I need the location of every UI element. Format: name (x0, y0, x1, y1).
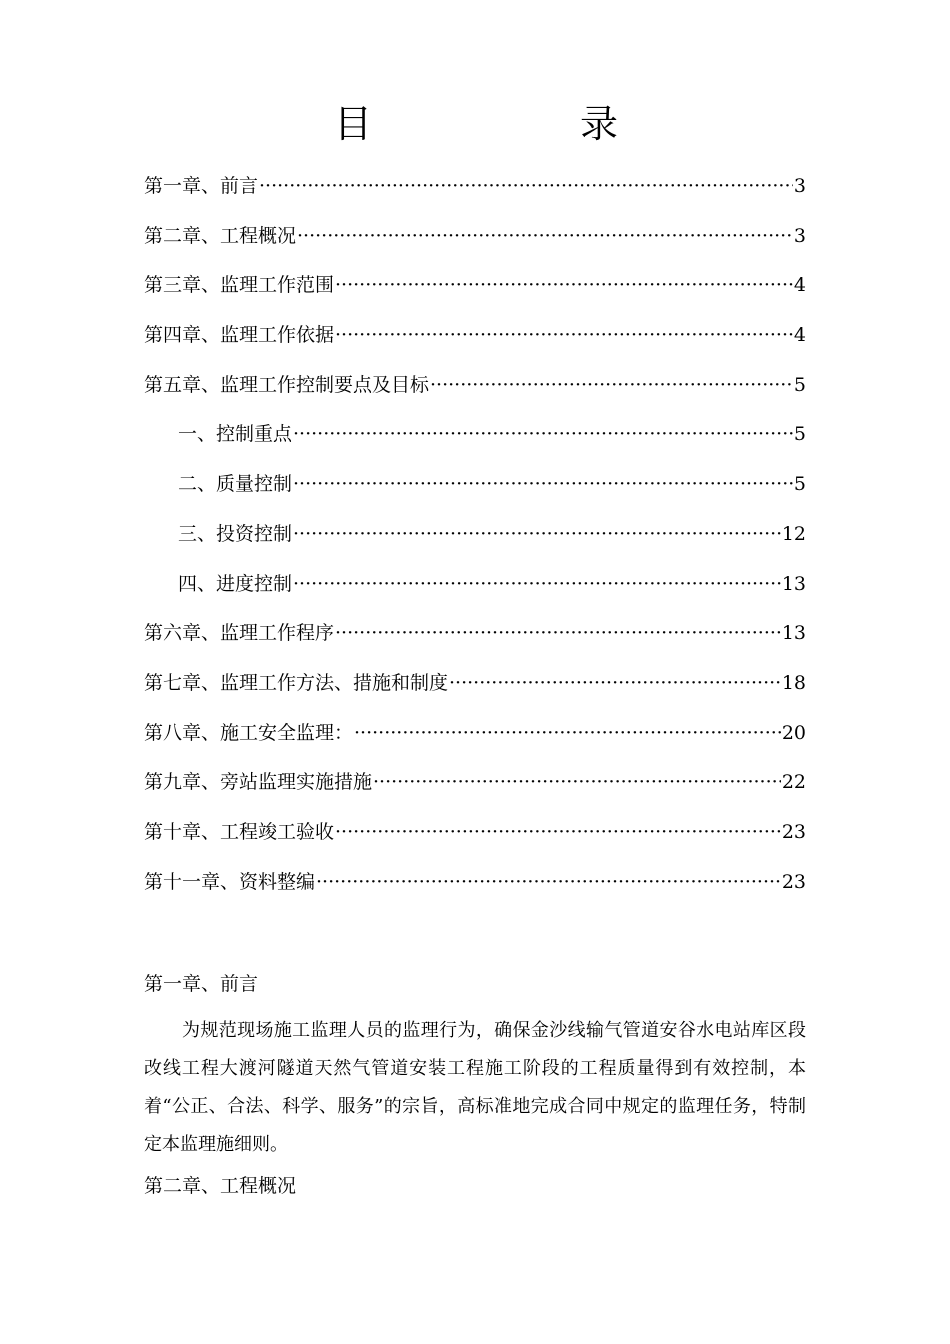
toc-entry-label: 第三章、监理工作范围 (144, 274, 335, 297)
toc-entry-page-number: 12 (781, 522, 806, 545)
toc-entry[interactable] (144, 414, 806, 464)
toc-dot-leader (259, 166, 793, 206)
toc-entry[interactable] (144, 762, 806, 812)
toc-entry[interactable] (144, 216, 806, 266)
toc-entry-label: 第二章、工程概况 (144, 224, 297, 247)
toc-dot-leader (293, 564, 781, 604)
toc-entry[interactable] (144, 514, 806, 564)
toc-entry-label: 第十一章、资料整编 (144, 870, 316, 893)
toc-entry[interactable] (144, 812, 806, 862)
toc-entry[interactable] (144, 365, 806, 415)
toc-dot-leader (354, 713, 781, 753)
toc-entry[interactable] (144, 265, 806, 315)
toc-entry-page-number: 3 (793, 175, 806, 197)
toc-dot-leader (293, 464, 793, 504)
toc-entry-label: 二、质量控制 (178, 473, 293, 496)
toc-dot-leader (335, 613, 781, 653)
toc-entry-label: 三、投资控制 (178, 522, 293, 545)
toc-title (0, 96, 950, 152)
toc-entry-label: 第七章、监理工作方法、措施和制度 (144, 671, 449, 694)
toc-entry-page-number: 22 (781, 771, 806, 794)
table-of-contents (144, 166, 806, 911)
toc-entry-label: 第九章、旁站监理实施措施 (144, 771, 373, 794)
toc-entry-label: 第八章、施工安全监理： (144, 721, 354, 744)
toc-entry[interactable] (144, 663, 806, 713)
toc-dot-leader (297, 216, 793, 256)
toc-entry-page-number: 3 (793, 224, 806, 247)
toc-entry[interactable] (144, 613, 806, 663)
toc-entry-label: 第一章、前言 (144, 175, 259, 197)
chapter-heading: 第二章、工程概况 (144, 1175, 297, 1197)
toc-entry-label: 第五章、监理工作控制要点及目标 (144, 373, 430, 396)
body-paragraph: 为规范现场施工监理人员的监理行为，确保金沙线输气管道安谷水电站库区段改线工程大渡河隧道天然气管道安装工程施工阶段的工程质量得到有效控制，本着“公正、合法、科学、服务”的宗旨，高标准地完成合同中规定的监理任务，特制定本监理施细则。 (144, 1020, 806, 1155)
toc-entry-label: 一、控制重点 (178, 423, 293, 446)
document-body (144, 964, 806, 1206)
toc-dot-leader (430, 365, 793, 405)
toc-entry[interactable] (144, 166, 806, 216)
toc-entry-label: 第十章、工程竣工验收 (144, 820, 335, 843)
toc-dot-leader (335, 315, 793, 355)
toc-entry-page-number: 5 (793, 423, 806, 446)
toc-entry-page-number: 4 (793, 324, 806, 347)
toc-entry-page-number: 4 (793, 274, 806, 297)
toc-dot-leader (293, 514, 781, 554)
toc-entry-label: 四、进度控制 (178, 572, 293, 595)
toc-dot-leader (373, 762, 781, 802)
toc-entry-page-number: 5 (793, 373, 806, 396)
toc-dot-leader (335, 265, 793, 305)
toc-dot-leader (335, 812, 781, 852)
toc-dot-leader (316, 862, 781, 902)
toc-entry-page-number: 23 (781, 820, 806, 843)
toc-entry[interactable] (144, 464, 806, 514)
toc-entry[interactable] (144, 862, 806, 912)
toc-entry-page-number: 13 (781, 622, 806, 645)
toc-entry[interactable] (144, 564, 806, 614)
toc-dot-leader (449, 663, 781, 703)
toc-entry-page-number: 5 (793, 473, 806, 496)
toc-entry[interactable] (144, 315, 806, 365)
toc-entry-label: 第四章、监理工作依据 (144, 324, 335, 347)
toc-entry-page-number: 13 (781, 572, 806, 595)
toc-entry-page-number: 23 (781, 870, 806, 893)
toc-dot-leader (293, 414, 793, 454)
toc-title-char-1: 目 (334, 102, 373, 146)
toc-entry-page-number: 20 (781, 721, 806, 744)
toc-entry[interactable] (144, 713, 806, 763)
toc-entry-label: 第六章、监理工作程序 (144, 622, 335, 645)
chapter-heading: 第一章、前言 (144, 973, 259, 995)
toc-entry-page-number: 18 (781, 671, 806, 694)
toc-title-char-2: 录 (580, 102, 619, 146)
